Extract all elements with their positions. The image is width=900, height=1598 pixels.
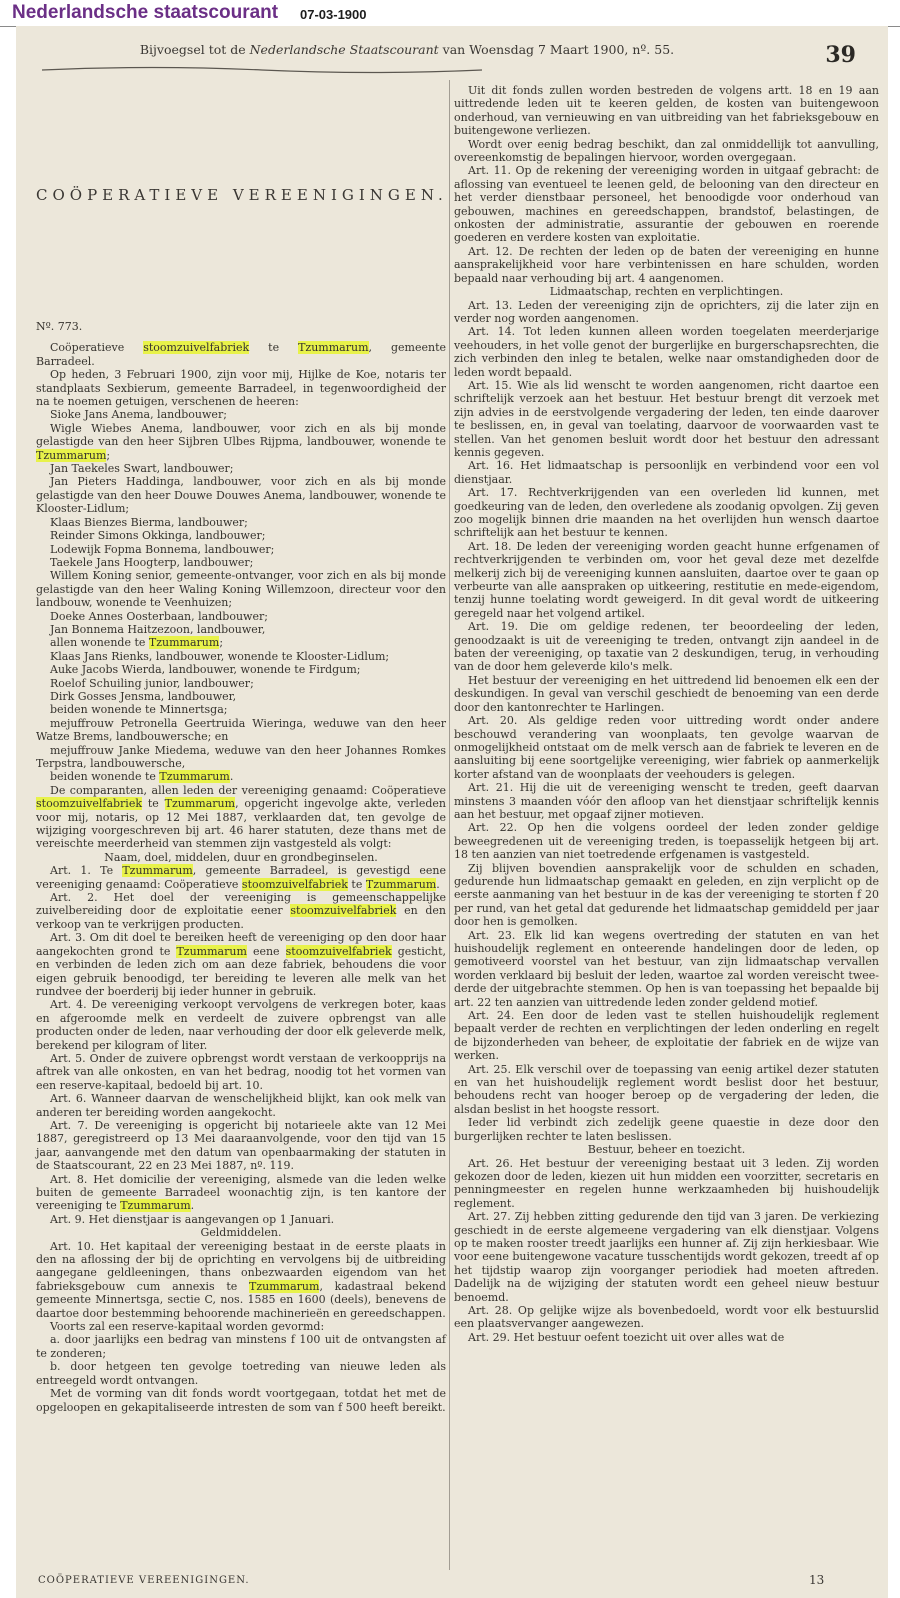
- text-run: Wigle Wiebes Anema, landbouwer, voor zich en als bij monde gelastigde van den heer Sijbren Ulbes Rijpma, landbouwer, wonende te: [36, 421, 446, 449]
- paragraph: [36, 1320, 446, 1333]
- paragraph: [36, 543, 446, 556]
- text-run: Art. 17. Rechtverkrijgenden van een overleden lid kunnen, met goedkeuring van de leden, den overledene als zoodanig opvolgen. Zij geven zoo mogelijk binnen drie maanden na het overlijden hun wensch daartoe schriftelijk aan het bestuur te kennen.: [454, 486, 879, 540]
- text-run: eene: [246, 944, 286, 958]
- search-highlight: Tzummarum: [148, 636, 220, 650]
- text-run: Geldmiddelen.: [200, 1226, 282, 1240]
- paragraph: [36, 1173, 446, 1213]
- paragraph: [36, 462, 446, 475]
- section-title: COÖPERATIEVE VEREENIGINGEN.: [36, 186, 448, 204]
- text-run: gesticht, en verbinden de leden zich om aan deze fabriek, behoudens die voor eigen gebruik benoodigd, ter bereiding te leveren alle melk van het rundvee der boerderij bij ieder hunner in gebruik.: [36, 944, 446, 998]
- text-run: a. door jaarlijks een bedrag van minstens f 100 uit de ontvangsten af te zonderen;: [36, 1333, 446, 1360]
- text-run: Art. 25. Elk verschil over de toepassing van eenig artikel dezer statuten en van het huishoudelijk reglement wordt beslist door het bestuur, behoudens recht van hooger beroep op de vergadering der leden, die alsdan beslist in het hoogste ressort.: [454, 1062, 879, 1116]
- search-highlight: Tzummarum: [36, 448, 107, 462]
- text-run: b. door hetgeen ten gevolge toetreding van nieuwe leden als entreegeld wordt ontvangen.: [36, 1360, 446, 1387]
- text-run: Auke Jacobs Wierda, landbouwer, wonende te Firdgum;: [50, 663, 361, 677]
- text-run: Art. 21. Hij die uit de vereeniging wenscht te treden, geeft daarvan minstens 3 maanden vóór den afloop van het dienstjaar schriftelijk kennis aan het bestuur, met opgaaf zijner motieven.: [454, 781, 879, 821]
- text-run: Reinder Simons Okkinga, landbouwer;: [50, 529, 266, 543]
- paragraph: [454, 325, 879, 379]
- paragraph: [454, 459, 879, 486]
- paragraph: [454, 540, 879, 620]
- paragraph: [454, 299, 879, 326]
- text-run: Het bestuur der vereeniging en het uittredend lid benoemen elk een der deskundigen. In geval van verschil geschiedt de benoeming van een derde door den kantonrechter te Harlingen.: [454, 673, 879, 714]
- text-run: Art. 14. Tot leden kunnen alleen worden toegelaten meerderjarige veehouders, in het volle genot der burgerlijke en burgerschapsrechten, die zich verbinden den inleg te betalen, welke naar omstandigheden door de leden wordt bepaald.: [454, 325, 879, 379]
- text-run: , gemeente Barradeel.: [36, 341, 447, 368]
- text-run: ;: [106, 448, 111, 462]
- text-run: .: [190, 1199, 195, 1213]
- text-run: Art. 10. Het kapitaal der vereeniging bestaat in de eerste plaats in den na aflossing der bij de oprichting en vervolgens bij de uitbreiding aangegane geldleeningen, thans onbezwaarden eigendom van het fabrieksgebouw cum annexis te: [36, 1239, 446, 1293]
- text-run: Klaas Bienzes Bierma, landbouwer;: [50, 515, 248, 529]
- search-highlight: Tzummarum: [122, 864, 193, 878]
- paragraph: [454, 486, 879, 540]
- paragraph: [36, 556, 446, 569]
- text-run: te: [347, 877, 366, 891]
- text-run: Art. 4. De vereeniging verkoopt vervolgens de verkregen boter, kaas en afgeroomde melk en verdeelt de zuivere opbrengst van alle producten onder de leden, naar verhouding der door elk geleverde melk, berekend per kilogram of liter.: [36, 998, 446, 1052]
- search-highlight: stoomzuivelfabriek: [143, 341, 250, 355]
- paragraph: [36, 1119, 446, 1173]
- newspaper-page: [16, 26, 888, 1598]
- search-highlight: stoomzuivelfabriek: [36, 797, 143, 811]
- text-run: Art. 27. Zij hebben zitting gedurende den tijd van 3 jaren. De verkiezing geschiedt in de eerste algemeene vergadering van elk dienstjaar. Volgens op te maken rooster treedt jaarlijks een hunner af. Zij zijn herkiesbaar. Wie voor eene buitengewone vacature tusschentijds wordt gekozen, treedt af op het tijdstip waarop zijn voorganger periodiek had moeten aftreden. Dadelijk na de wijziging der statuten wordt een geheel nieuw bestuur benoemd.: [454, 1210, 880, 1304]
- text-run: Taekele Jans Hoogterp, landbouwer;: [50, 555, 254, 569]
- paragraph: [454, 714, 879, 781]
- text-run: Voorts zal een reserve-kapitaal worden gevormd:: [50, 1320, 325, 1334]
- paragraph: [454, 674, 879, 714]
- text-run: , gemeente Barradeel, is gevestigd eene vereeniging genaamd: Coöperatieve: [36, 864, 446, 891]
- text-run: Jan Bonnema Haitzezoon, landbouwer,: [50, 622, 266, 636]
- paragraph: [36, 610, 446, 623]
- text-run: Art. 5. Onder de zuivere opbrengst wordt verstaan de verkoopprijs na aftrek van alle onkosten, en van het bedrag, noodig tot het vormen van een reserve-kapitaal, bedoeld bij art. 10.: [36, 1051, 446, 1092]
- paragraph: [454, 138, 879, 165]
- text-run: Jan Taekeles Swart, landbouwer;: [50, 462, 234, 476]
- text-run: Art. 29. Het bestuur oefent toezicht uit over alles wat de: [468, 1330, 785, 1344]
- column-divider: [449, 80, 450, 1570]
- text-run: Art. 20. Als geldige reden voor uittreding wordt onder andere beschouwd verandering van woonplaats, ten gevolge waarvan de onmogelijkheid ontstaat om de melk versch aan de fabriek te leveren en de aansluiting bij eene soortgelijke vereeniging, wier fabriek op aanmerkelijk korter afstand van de woonplaats der veehouders is gelegen.: [454, 714, 879, 781]
- paragraph: [36, 770, 446, 783]
- paragraph: [454, 1009, 879, 1063]
- text-run: Dirk Gosses Jensma, landbouwer,: [50, 689, 237, 703]
- paragraph: [454, 84, 879, 138]
- text-run: beiden wonende te Minnertsga;: [50, 703, 228, 717]
- paragraph: [36, 408, 446, 421]
- search-highlight: Tzummarum: [120, 1199, 191, 1213]
- text-run: Wordt over eenig bedrag beschikt, dan zal onmiddellijk tot aanvulling, overeenkomstig de bepalingen hiervoor, worden overgegaan.: [454, 137, 879, 165]
- search-highlight: stoomzuivelfabriek: [290, 904, 397, 918]
- text-run: Art. 16. Het lidmaatschap is persoonlijk en verbindend voor een vol dienstjaar.: [454, 459, 879, 486]
- left-column: [36, 80, 446, 1414]
- paragraph: [36, 784, 446, 851]
- paragraph: [36, 1052, 446, 1092]
- paragraph: [454, 862, 879, 929]
- paragraph: [36, 368, 446, 408]
- footer-section-name: COÖPERATIEVE VEREENIGINGEN.: [38, 1575, 250, 1586]
- paragraph: [454, 929, 879, 1009]
- page-number: 39: [825, 42, 856, 68]
- text-run: ;: [219, 636, 224, 650]
- paragraph: [36, 475, 446, 515]
- text-run: Coöperatieve: [50, 341, 144, 355]
- ornamental-rule: [42, 66, 482, 74]
- text-run: Art. 9. Het dienstjaar is aangevangen op 1 Januari.: [50, 1212, 335, 1226]
- paragraph: [454, 821, 879, 861]
- text-run: Roelof Schuiling junior, landbouwer;: [50, 676, 254, 690]
- text-run: Klaas Jans Rienks, landbouwer, wonende te Klooster-Lidlum;: [50, 649, 390, 663]
- text-run: Art. 22. Op hen die volgens oordeel der leden zonder geldige beweegredenen uit de vereeniging treden, is toepasselijk hetgeen bij art. 18 ten aanzien van niet toetredende erfgenamen is vastgesteld.: [454, 821, 879, 862]
- publication-title: Nederlandsche staatscourant: [12, 2, 279, 23]
- paragraph: [36, 717, 446, 744]
- paragraph: [36, 851, 446, 864]
- text-run: .: [436, 877, 440, 891]
- paragraph: [36, 422, 446, 462]
- paragraph: [36, 998, 446, 1052]
- text-run: Art. 8. Het domicilie der vereeniging, alsmede van die leden welke buiten de gemeente Barradeel woonachtig zijn, is ten kantore der vereeniging te: [36, 1172, 446, 1213]
- paragraph: [454, 1331, 879, 1344]
- text-run: Nº. 773.: [36, 320, 83, 333]
- text-run: Op heden, 3 Februari 1900, zijn voor mij, Hijlke de Koe, notaris ter standplaats Sexbierum, gemeente Barradeel, in tegenwoordigheid der na te noemen getuigen, verschenen de heeren:: [36, 368, 446, 409]
- text-run: Jan Pieters Haddinga, landbouwer, voor zich en als bij monde gelastigde van den heer Douwe Douwes Anema, landbouwer, wonende te Klooster-Lidlum;: [36, 475, 446, 516]
- paragraph: [36, 341, 446, 368]
- text-run: Sioke Jans Anema, landbouwer;: [50, 408, 227, 422]
- search-highlight: Tzummarum: [176, 944, 247, 958]
- paragraph: [454, 1210, 879, 1304]
- text-run: Art. 26. Het bestuur der vereeniging bestaat uit 3 leden. Zij worden gekozen door de leden, kiezen uit hun midden een voorzitter, secretaris en penningmeester en regelen hunne werkzaamheden bij huishoudelijk reglement.: [454, 1156, 879, 1210]
- text-run: Art. 24. Een door de leden vast te stellen huishoudelijk reglement bepaalt verder de rechten en verplichtingen der leden onderling en regelt de bijzonderheden van beheer, de exploitatie der fabriek en de wijze van werken.: [454, 1009, 879, 1063]
- paragraph: [454, 245, 879, 285]
- paragraph: [36, 529, 446, 542]
- text-run: Uit dit fonds zullen worden bestreden de volgens artt. 18 en 19 aan uittredende leden uit te keeren gelden, de kosten van buitengewoon onderhoud, van vernieuwing en van uitbreiding van het fabrieksgebouw en buitengewone verliezen.: [454, 84, 879, 138]
- running-head: Bijvoegsel tot de Nederlandsche Staatscourant van Woensdag 7 Maart 1900, nº. 55.: [139, 42, 675, 57]
- paragraph: [36, 864, 446, 891]
- search-highlight: stoomzuivelfabriek: [285, 944, 392, 958]
- text-run: te: [142, 797, 165, 811]
- text-run: Art. 19. Die om geldige redenen, ter beoordeeling der leden, genoodzaakt is uit de vereeniging te treden, ontvangt zijn aandeel in de baten der vereeniging, op taxatie van 2 deskundigen, terug, in verhouding van de door hem geleverde kilo's melk.: [454, 620, 879, 674]
- paragraph: [36, 1387, 446, 1414]
- paragraph: [36, 320, 446, 333]
- text-run: mejuffrouw Petronella Geertruida Wieringa, weduwe van den heer Watze Brems, landbouwersche; en: [36, 716, 446, 744]
- text-run: Art. 3. Om dit doel te bereiken heeft de vereeniging op den door haar aangekochten grond te: [36, 931, 446, 958]
- text-run: Art. 12. De rechten der leden op de baten der vereeniging en hunne aansprakelijkheid voor hare verbintenissen en hare schulden, worden bepaald naar verhouding bij art. 4 aangenomen.: [454, 244, 879, 285]
- text-run: Art. 13. Leden der vereeniging zijn de oprichters, zij die later zijn en verder nog worden aangenomen.: [454, 298, 879, 325]
- paragraph: [36, 1240, 446, 1320]
- text-run: Art. 7. De vereeniging is opgericht bij notarieele akte van 12 Mei 1887, geregistreerd op 13 Mei daaraanvolgende, voor den tijd van 15 jaar, aanvangende met den datum van openbaarmaking der statuten in de Staatscourant, 22 en 23 Mei 1887, nº. 119.: [36, 1118, 446, 1173]
- paragraph: [36, 744, 446, 771]
- text-run: Art. 6. Wanneer daarvan de wenschelijkheid blijkt, kan ook melk van anderen ter bereiding worden aangekocht.: [36, 1092, 446, 1119]
- text-run: Doeke Annes Oosterbaan, landbouwer;: [50, 609, 268, 623]
- search-highlight: Tzummarum: [298, 341, 369, 355]
- paragraph: [454, 1157, 879, 1211]
- paragraph: [36, 516, 446, 529]
- text-run: allen wonende te: [50, 636, 149, 650]
- paragraph: [454, 1304, 879, 1331]
- paragraph: [36, 703, 446, 716]
- paragraph: [454, 1063, 879, 1117]
- text-run: Naam, doel, middelen, duur en grondbeginselen.: [104, 850, 378, 864]
- text-run: Zij blijven bovendien aansprakelijk voor de schulden en schaden, gedurende hun lidmaatschap gemaakt en geleden, en zijn verplicht op de eerste aanmaning van het bestuur in de kas der vereeniging te storten f 20 per rund, van het getal dat gedurende het lidmaatschap gemiddeld per jaar door hen is gemolken.: [454, 861, 879, 929]
- text-run: Art. 2. Het doel der vereeniging is gemeenschappelijke zuivelbereiding door de exploitatie eener: [36, 891, 446, 918]
- publication-date: 07-03-1900: [300, 7, 367, 22]
- text-run: Lidmaatschap, rechten en verplichtingen.: [549, 285, 784, 299]
- search-highlight: Tzummarum: [159, 770, 230, 784]
- search-highlight: Tzummarum: [164, 797, 236, 811]
- paragraph: [36, 1213, 446, 1226]
- text-run: beiden wonende te: [50, 770, 160, 784]
- viewer-header: [0, 0, 900, 27]
- paragraph: [36, 891, 446, 931]
- paragraph: [36, 690, 446, 703]
- paragraph: [36, 1092, 446, 1119]
- paragraph: [454, 285, 879, 298]
- paragraph: [454, 164, 879, 244]
- paragraph: [36, 569, 446, 609]
- paragraph: [454, 379, 879, 459]
- text-run: , kadastraal bekend gemeente Minnertsga, sectie C, nos. 1585 en 1600 (deels), benevens de daartoe door bestemming behoorende machinerieën en gereedschappen.: [36, 1279, 446, 1320]
- search-highlight: stoomzuivelfabriek: [241, 877, 348, 891]
- paragraph: [36, 931, 446, 998]
- text-run: Art. 1. Te: [50, 864, 123, 878]
- paragraph: [454, 1143, 879, 1156]
- text-run: Art. 11. Op de rekening der vereeniging worden in uitgaaf gebracht: de aflossing van eventueel te leenen geld, de belooning van den directeur en het verder dienstbaar personeel, het benoodigde voor onderhoud van gebouwen, machines en gereedschappen, brandstof, belastingen, de onkosten der administratie, assurantie der gebouwen en roerende goederen en verdere kosten van exploitatie.: [454, 164, 879, 245]
- text-run: Lodewijk Fopma Bonnema, landbouwer;: [50, 542, 275, 556]
- paragraph: [36, 1226, 446, 1239]
- text-run: Willem Koning senior, gemeente-ontvanger, voor zich en als bij monde gelastigde van den heer Waling Koning Willemzoon, directeur voor den landbouw, wonende te Veenhuizen;: [36, 569, 446, 610]
- paragraph: [454, 620, 879, 674]
- text-run: De comparanten, allen leden der vereeniging genaamd: Coöperatieve: [50, 783, 446, 797]
- search-highlight: Tzummarum: [365, 877, 437, 891]
- paragraph: [454, 1116, 879, 1143]
- right-column: [454, 84, 879, 1344]
- paragraph: [454, 781, 879, 821]
- text-run: Met de vorming van dit fonds wordt voortgegaan, totdat het met de opgeloopen en gekapitaliseerde intresten de som van f 500 heeft bereikt.: [36, 1387, 446, 1414]
- text-run: , opgericht ingevolge akte, verleden voor mij, notaris, op 12 Mei 1887, verklaarden dat, ten gevolge de wijziging voorgeschreven bij art. 46 harer statuten, deze thans met de vereischte meerderheid van stemmen zijn vastgesteld als volgt:: [36, 797, 446, 851]
- text-run: Ieder lid verbindt zich zedelijk geene quaestie in deze door den burgerlijken rechter te laten beslissen.: [454, 1116, 879, 1143]
- text-run: Bestuur, beheer en toezicht.: [587, 1143, 746, 1157]
- text-run: mejuffrouw Janke Miedema, weduwe van den heer Johannes Romkes Terpstra, landbouwersche,: [36, 743, 446, 770]
- text-run: Art. 18. De leden der vereeniging worden geacht hunne erfgenamen of rechtverkrijgenden te verbinden om, voor het geval deze met dezelfde melkerij zich bij de vereeniging kunnen aansluiten, daartoe over te gaan op verbeurte van alle aanspraken op uitkeering, restitutie en mede-eigendom, tenzij hunne toelating wordt geweigerd. In dit geval wordt de uitkeering geregeld naar het volgend artikel.: [454, 539, 879, 620]
- paragraph: [36, 636, 446, 649]
- search-highlight: Tzummarum: [249, 1279, 320, 1293]
- paragraph: [36, 623, 446, 636]
- paragraph: [36, 663, 446, 676]
- paragraph: [36, 1333, 446, 1360]
- text-run: Art. 15. Wie als lid wenscht te worden aangenomen, richt daartoe een schriftelijk verzoek aan het bestuur. Het bestuur brengt dit verzoek met zijn advies in de eerstvolgende vergadering der leden, ten einde daarover te beslissen, en, in geval van toelating, daarvoor de voorwaarden vast te stellen. Van het genomen besluit wordt door het bestuur den adressant kennis gegeven.: [454, 378, 879, 459]
- paragraph: [36, 650, 446, 663]
- paragraph: [36, 677, 446, 690]
- text-run: .: [229, 770, 234, 784]
- footer-sheet-number: 13: [809, 1573, 825, 1587]
- text-run: te: [249, 341, 299, 355]
- text-run: Art. 23. Elk lid kan wegens overtreding der statuten en van het huishoudelijk reglement en onteerende handelingen door de leden, op gemotiveerd voorstel van het bestuur, van zijn lidmaatschap vervallen worden verklaard bij besluit der leden, waartoe zal worden vereischt twee-derde der uitgebrachte stemmen. Op hen is van toepassing het bepaalde bij art. 22 ten aanzien van uittredende leden zonder geldend motief.: [454, 928, 879, 1009]
- text-run: en den verkoop van te verkrijgen producten.: [36, 904, 446, 931]
- text-run: Art. 28. Op gelijke wijze als bovenbedoeld, wordt voor elk bestuurslid een plaatsvervanger aangewezen.: [454, 1303, 879, 1331]
- paragraph: [36, 1360, 446, 1387]
